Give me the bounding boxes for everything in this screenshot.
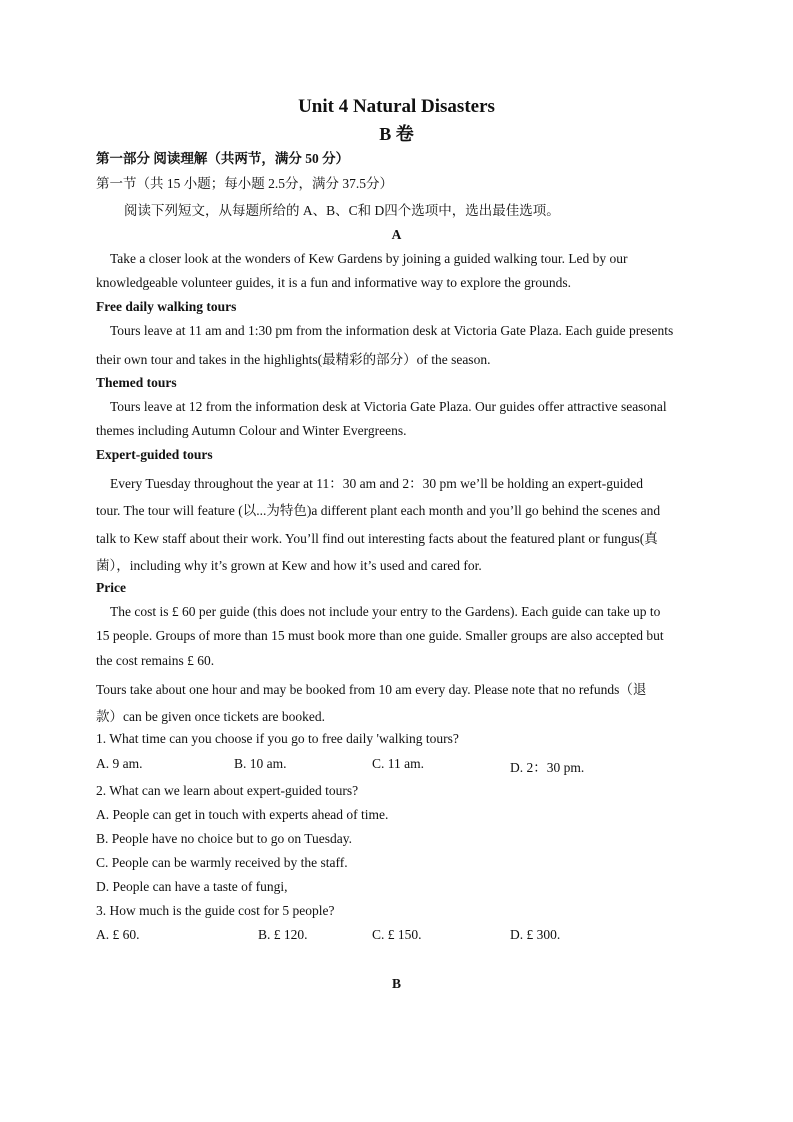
- themed-tours-heading: Themed tours: [96, 375, 177, 390]
- question-1-option: C. 11 am.: [372, 756, 424, 771]
- section-heading: 第一节（共 15 小题；每小题 2.5分，满分 37.5分）: [96, 176, 393, 191]
- price-line: 15 people. Groups of more than 15 must book more than one guide. Smaller groups are also accepted but: [96, 628, 664, 643]
- price-heading: Price: [96, 580, 126, 595]
- expert-tours-heading: Expert-guided tours: [96, 447, 213, 462]
- question-1-option: A. 9 am.: [96, 756, 143, 771]
- instruction-text: 阅读下列短文，从每题所给的 A、B、C和 D四个选项中，选出最佳选项。: [124, 203, 560, 218]
- question-3-option: C. £ 150.: [372, 927, 422, 942]
- expert-tours-line: Every Tuesday throughout the year at 11：30 am and 2：30 pm we’ll be holding an expert-guided: [110, 476, 644, 491]
- document-subtitle: B 卷: [379, 124, 414, 144]
- question-2-option: B. People have no choice but to go on Tuesday.: [96, 831, 352, 846]
- question-1-option: B. 10 am.: [234, 756, 287, 771]
- price-line: the cost remains £ 60.: [96, 653, 215, 668]
- question-2-option: A. People can get in touch with experts ahead of time.: [96, 807, 389, 822]
- question-2-stem: 2. What can we learn about expert-guided tours?: [96, 783, 359, 798]
- passage-a-label: A: [391, 227, 402, 242]
- expert-tours-line: 菌），including why it’s grown at Kew and how it’s used and cared for.: [96, 558, 482, 573]
- themed-tours-line: Tours leave at 12 from the information desk at Victoria Gate Plaza. Our guides offer attractive seasonal: [110, 399, 667, 414]
- question-2-option: D. People can have a taste of fungi,: [96, 879, 288, 894]
- part-heading: 第一部分 阅读理解（共两节，满分 50 分）: [96, 151, 350, 166]
- themed-tours-line: themes including Autumn Colour and Winter Evergreens.: [96, 423, 407, 438]
- expert-tours-line: tour. The tour will feature (以...为特色)a different plant each month and you’ll go behind the scenes and: [96, 503, 661, 518]
- question-2-option: C. People can be warmly received by the staff.: [96, 855, 348, 870]
- price-line: 款）can be given once tickets are booked.: [96, 709, 326, 724]
- intro-line: knowledgeable volunteer guides, it is a fun and informative way to explore the grounds.: [96, 275, 571, 290]
- free-tours-line: Tours leave at 11 am and 1:30 pm from the information desk at Victoria Gate Plaza. Each guide presents: [110, 323, 674, 338]
- free-tours-heading: Free daily walking tours: [96, 299, 237, 314]
- intro-line: Take a closer look at the wonders of Kew Gardens by joining a guided walking tour. Led by our: [110, 251, 628, 266]
- question-3-option: D. £ 300.: [510, 927, 561, 942]
- price-line: Tours take about one hour and may be booked from 10 am every day. Please note that no refunds（退: [96, 682, 647, 697]
- free-tours-line: their own tour and takes in the highlights(最精彩的部分）of the season.: [96, 352, 491, 367]
- passage-b-label: B: [391, 976, 401, 991]
- question-3-option: A. £ 60.: [96, 927, 140, 942]
- document-title: Unit 4 Natural Disasters: [298, 96, 495, 117]
- price-line: The cost is £ 60 per guide (this does not include your entry to the Gardens). Each guide can take up to: [110, 604, 661, 619]
- question-1-stem: 1. What time can you choose if you go to free daily 'walking tours?: [96, 731, 459, 746]
- question-3-option: B. £ 120.: [258, 927, 308, 942]
- question-3-stem: 3. How much is the guide cost for 5 people?: [96, 903, 335, 918]
- question-1-option: D. 2：30 pm.: [510, 760, 585, 775]
- expert-tours-line: talk to Kew staff about their work. You’ll find out interesting facts about the featured plant or fungus(真: [96, 531, 658, 546]
